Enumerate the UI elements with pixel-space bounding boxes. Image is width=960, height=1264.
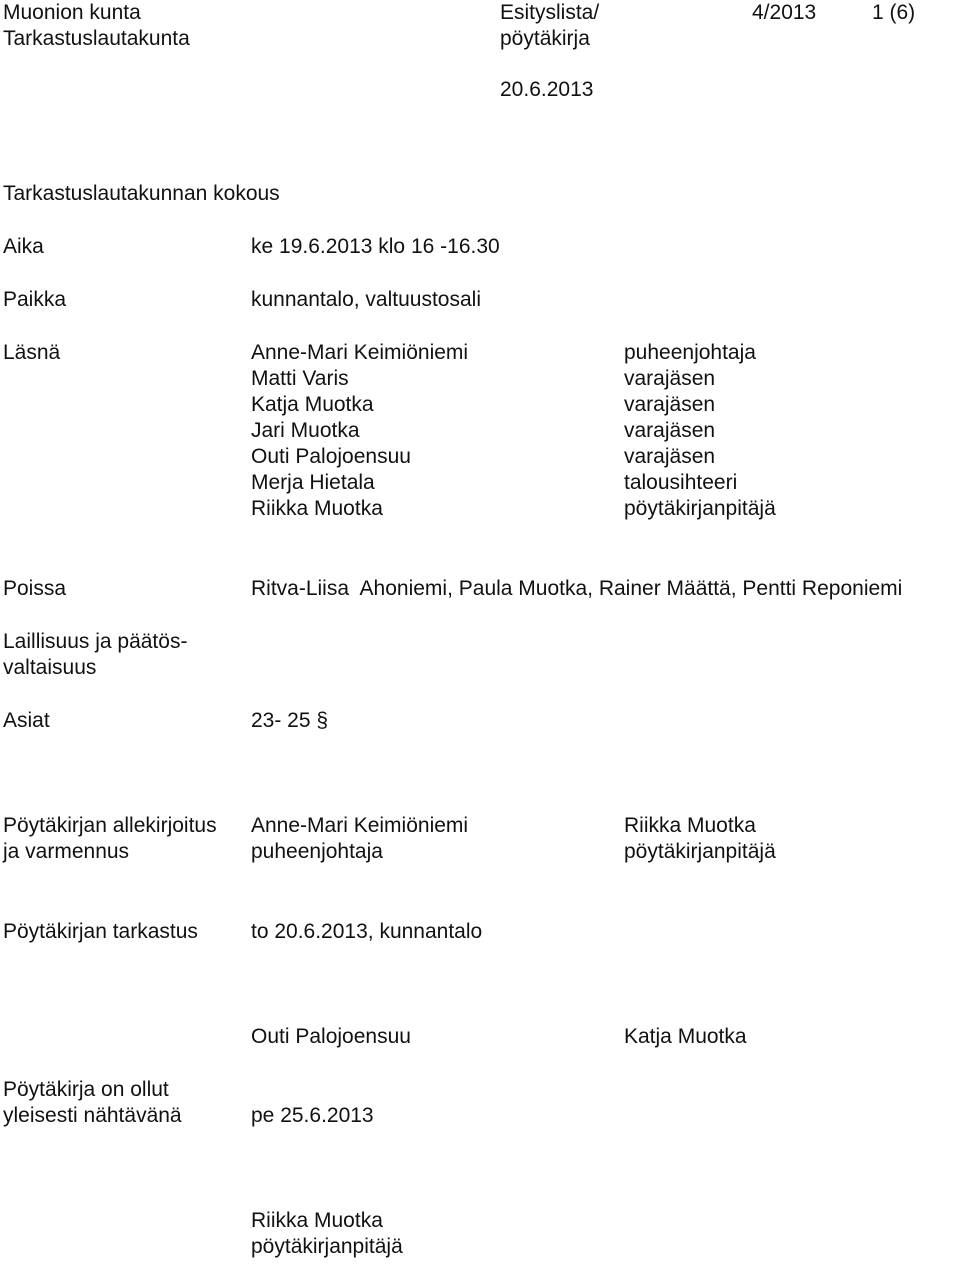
- member-name: Anne-Mari Keimiöniemi: [251, 341, 469, 364]
- document-type-second-line: pöytäkirja: [500, 27, 590, 50]
- member-role: varajäsen: [624, 393, 716, 416]
- time-label: Aika: [3, 235, 44, 258]
- document-date: 20.6.2013: [500, 78, 594, 101]
- absent-value: Ritva-Liisa Ahoniemi, Paula Muotka, Rainer Määttä, Pentti Reponiemi: [251, 577, 903, 600]
- member-name: Jari Muotka: [251, 419, 360, 442]
- certifier-name: Riikka Muotka: [251, 1209, 383, 1232]
- signer-role: pöytäkirjanpitäjä: [624, 840, 776, 863]
- member-name: Riikka Muotka: [251, 497, 383, 520]
- document-number: 4/2013: [752, 1, 817, 24]
- document-type: Esityslista/: [500, 1, 600, 24]
- member-role: varajäsen: [624, 367, 716, 390]
- member-role: talousihteeri: [624, 471, 738, 494]
- review-value: to 20.6.2013, kunnantalo: [251, 920, 483, 943]
- legality-label: Laillisuus ja päätös-: [3, 630, 188, 653]
- items-value: 23- 25 §: [251, 709, 329, 732]
- page-number: 1 (6): [872, 1, 916, 24]
- member-role: varajäsen: [624, 445, 716, 468]
- signer-name: Anne-Mari Keimiöniemi: [251, 814, 469, 837]
- meeting-title: Tarkastuslautakunnan kokous: [3, 182, 280, 205]
- signer-role: puheenjohtaja: [251, 840, 383, 863]
- organization-name: Muonion kunta: [3, 1, 141, 24]
- member-role: varajäsen: [624, 419, 716, 442]
- certifier-role: pöytäkirjanpitäjä: [251, 1235, 403, 1258]
- signatures-label: Pöytäkirjan allekirjoitus: [3, 814, 217, 837]
- place-label: Paikka: [3, 288, 67, 311]
- member-name: Merja Hietala: [251, 471, 375, 494]
- member-role: pöytäkirjanpitäjä: [624, 497, 776, 520]
- absent-label: Poissa: [3, 577, 67, 600]
- items-label: Asiat: [3, 709, 50, 732]
- reviewer-name: Katja Muotka: [624, 1025, 747, 1048]
- signer-name: Riikka Muotka: [624, 814, 756, 837]
- review-label: Pöytäkirjan tarkastus: [3, 920, 198, 943]
- legality-label-second-line: valtaisuus: [3, 656, 97, 679]
- member-name: Outi Palojoensuu: [251, 445, 411, 468]
- member-name: Katja Muotka: [251, 393, 374, 416]
- public-display-date: pe 25.6.2013: [251, 1104, 374, 1127]
- signatures-label-second-line: ja varmennus: [3, 840, 130, 863]
- public-display-label: Pöytäkirja on ollut: [3, 1078, 169, 1101]
- reviewer-name: Outi Palojoensuu: [251, 1025, 411, 1048]
- committee-name: Tarkastuslautakunta: [3, 27, 190, 50]
- place-value: kunnantalo, valtuustosali: [251, 288, 481, 311]
- member-name: Matti Varis: [251, 367, 349, 390]
- time-value: ke 19.6.2013 klo 16 -16.30: [251, 235, 500, 258]
- member-role: puheenjohtaja: [624, 341, 756, 364]
- public-display-label-second-line: yleisesti nähtävänä: [3, 1104, 182, 1127]
- present-label: Läsnä: [3, 341, 61, 364]
